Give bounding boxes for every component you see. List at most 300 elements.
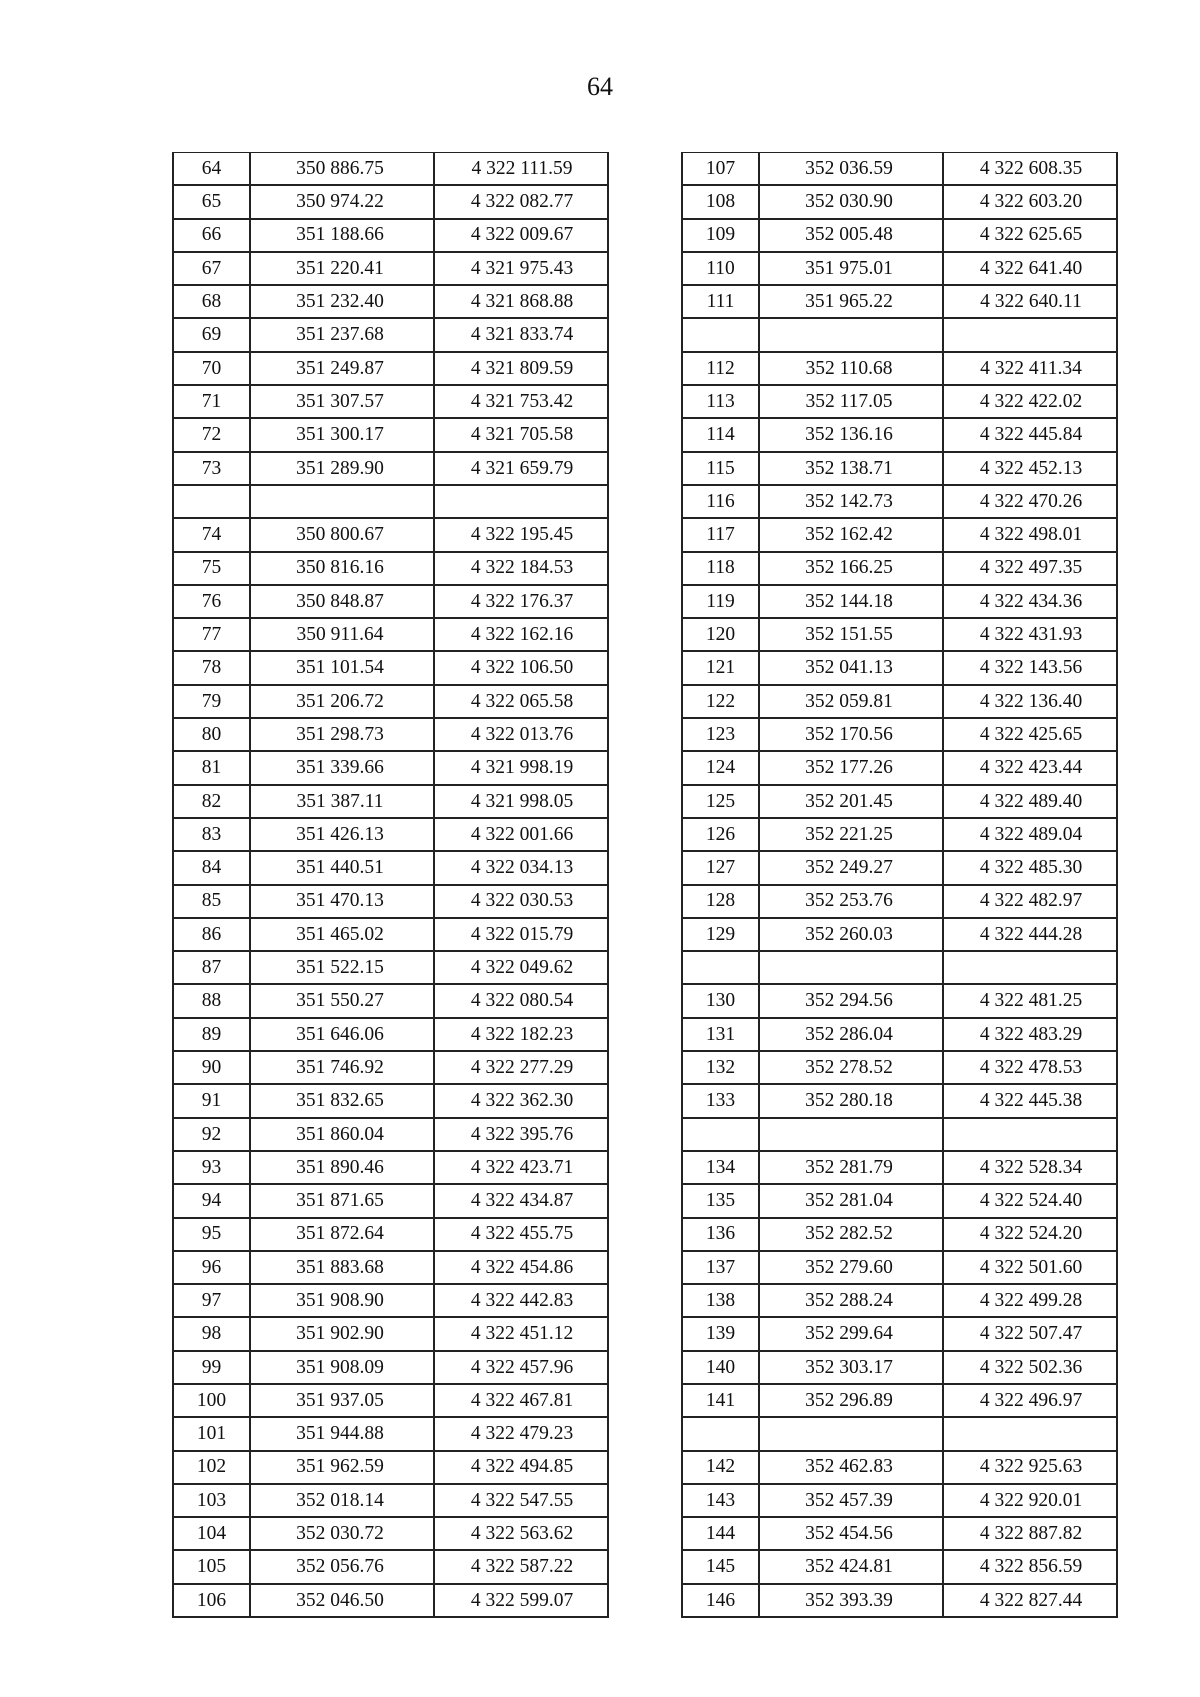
point-number-cell: 136 [682,1218,759,1251]
point-number-cell: 71 [173,385,250,418]
x-coordinate-cell: 351 426.13 [250,818,434,851]
x-coordinate-cell: 352 041.13 [759,651,943,684]
y-coordinate-cell: 4 322 434.36 [943,585,1117,618]
x-coordinate-cell: 350 800.67 [250,518,434,551]
y-coordinate-cell: 4 322 494.85 [434,1451,608,1484]
x-coordinate-cell: 351 646.06 [250,1018,434,1051]
table-row [173,418,608,451]
point-number-cell: 138 [682,1284,759,1317]
table-row [173,452,608,485]
x-coordinate-cell: 352 393.39 [759,1584,943,1617]
point-number-cell: 131 [682,1018,759,1051]
table-row [682,318,1117,351]
table-row [173,951,608,984]
table-row [682,1051,1117,1084]
x-coordinate-cell: 351 902.90 [250,1317,434,1350]
x-coordinate-cell: 350 911.64 [250,618,434,651]
y-coordinate-cell: 4 322 489.40 [943,785,1117,818]
point-number-cell [682,951,759,984]
point-number-cell: 118 [682,552,759,585]
point-number-cell: 109 [682,219,759,252]
y-coordinate-cell: 4 322 277.29 [434,1051,608,1084]
table-row [173,1251,608,1284]
x-coordinate-cell: 352 046.50 [250,1584,434,1617]
table-row [173,1484,608,1517]
x-coordinate-cell: 351 746.92 [250,1051,434,1084]
table-row [682,1417,1117,1450]
y-coordinate-cell: 4 322 454.86 [434,1251,608,1284]
y-coordinate-cell: 4 322 501.60 [943,1251,1117,1284]
point-number-cell: 143 [682,1484,759,1517]
table-row [682,1384,1117,1417]
point-number-cell: 104 [173,1517,250,1550]
y-coordinate-cell: 4 322 065.58 [434,685,608,718]
point-number-cell [682,1417,759,1450]
x-coordinate-cell: 352 117.05 [759,385,943,418]
table-row [173,1584,608,1617]
x-coordinate-cell: 352 294.56 [759,984,943,1017]
x-coordinate-cell: 351 188.66 [250,219,434,252]
y-coordinate-cell: 4 321 833.74 [434,318,608,351]
point-number-cell: 78 [173,651,250,684]
x-coordinate-cell: 351 339.66 [250,751,434,784]
point-number-cell: 124 [682,751,759,784]
x-coordinate-cell: 352 253.76 [759,885,943,918]
x-coordinate-cell: 351 860.04 [250,1118,434,1151]
point-number-cell: 105 [173,1550,250,1583]
table-row [682,818,1117,851]
table-row [682,1517,1117,1550]
point-number-cell: 69 [173,318,250,351]
y-coordinate-cell [943,951,1117,984]
x-coordinate-cell: 352 296.89 [759,1384,943,1417]
point-number-cell: 107 [682,153,759,186]
point-number-cell: 132 [682,1051,759,1084]
point-number-cell: 129 [682,918,759,951]
x-coordinate-cell: 351 962.59 [250,1451,434,1484]
table-row [173,1351,608,1384]
x-coordinate-cell: 352 177.26 [759,751,943,784]
point-number-cell: 120 [682,618,759,651]
y-coordinate-cell: 4 322 498.01 [943,518,1117,551]
table-row [682,153,1117,186]
point-number-cell: 108 [682,185,759,218]
table-row [682,885,1117,918]
point-number-cell: 81 [173,751,250,784]
y-coordinate-cell: 4 322 444.28 [943,918,1117,951]
point-number-cell: 112 [682,352,759,385]
y-coordinate-cell: 4 322 483.29 [943,1018,1117,1051]
x-coordinate-cell: 352 005.48 [759,219,943,252]
x-coordinate-cell: 352 142.73 [759,485,943,518]
y-coordinate-cell: 4 322 423.71 [434,1151,608,1184]
point-number-cell: 130 [682,984,759,1017]
x-coordinate-cell: 352 138.71 [759,452,943,485]
table-row [682,219,1117,252]
table-row [682,418,1117,451]
table-row [173,851,608,884]
x-coordinate-cell: 351 522.15 [250,951,434,984]
x-coordinate-cell: 352 286.04 [759,1018,943,1051]
x-coordinate-cell: 352 018.14 [250,1484,434,1517]
x-coordinate-cell [759,951,943,984]
point-number-cell: 99 [173,1351,250,1384]
y-coordinate-cell [434,485,608,518]
y-coordinate-cell: 4 322 528.34 [943,1151,1117,1184]
table-row [173,818,608,851]
point-number-cell: 90 [173,1051,250,1084]
table-row [173,385,608,418]
table-row [173,1184,608,1217]
x-coordinate-cell: 351 206.72 [250,685,434,718]
x-coordinate-cell: 352 036.59 [759,153,943,186]
y-coordinate-cell: 4 322 502.36 [943,1351,1117,1384]
table-row [173,1084,608,1117]
table-row [173,618,608,651]
x-coordinate-cell: 351 307.57 [250,385,434,418]
y-coordinate-cell: 4 321 868.88 [434,285,608,318]
y-coordinate-cell: 4 321 975.43 [434,252,608,285]
y-coordinate-cell: 4 322 049.62 [434,951,608,984]
point-number-cell: 98 [173,1317,250,1350]
page-number: 64 [587,72,613,101]
y-coordinate-cell: 4 322 013.76 [434,718,608,751]
y-coordinate-cell: 4 322 009.67 [434,219,608,252]
x-coordinate-cell: 351 937.05 [250,1384,434,1417]
y-coordinate-cell: 4 322 478.53 [943,1051,1117,1084]
y-coordinate-cell: 4 322 524.20 [943,1218,1117,1251]
table-row [173,1517,608,1550]
coordinates-table-right [681,152,1118,1618]
x-coordinate-cell: 351 832.65 [250,1084,434,1117]
table-row [173,1018,608,1051]
point-number-cell: 142 [682,1451,759,1484]
x-coordinate-cell [759,1118,943,1151]
y-coordinate-cell: 4 322 479.23 [434,1417,608,1450]
table-row [682,1284,1117,1317]
x-coordinate-cell: 352 151.55 [759,618,943,651]
table-row [173,518,608,551]
point-number-cell: 144 [682,1517,759,1550]
y-coordinate-cell: 4 322 034.13 [434,851,608,884]
x-coordinate-cell: 351 465.02 [250,918,434,951]
table-row [173,1451,608,1484]
point-number-cell: 76 [173,585,250,618]
x-coordinate-cell: 351 550.27 [250,984,434,1017]
y-coordinate-cell: 4 322 445.84 [943,418,1117,451]
y-coordinate-cell: 4 322 422.02 [943,385,1117,418]
y-coordinate-cell: 4 322 482.97 [943,885,1117,918]
table-row [682,585,1117,618]
table-row [173,153,608,186]
table-row [173,785,608,818]
y-coordinate-cell: 4 322 452.13 [943,452,1117,485]
table-row [173,1384,608,1417]
table-row [682,851,1117,884]
table-row [682,1351,1117,1384]
table-row [682,185,1117,218]
y-coordinate-cell: 4 322 362.30 [434,1084,608,1117]
x-coordinate-cell [250,485,434,518]
table-row [682,1084,1117,1117]
point-number-cell: 66 [173,219,250,252]
y-coordinate-cell: 4 322 640.11 [943,285,1117,318]
point-number-cell: 70 [173,352,250,385]
y-coordinate-cell: 4 322 001.66 [434,818,608,851]
point-number-cell: 64 [173,153,250,186]
y-coordinate-cell: 4 322 162.16 [434,618,608,651]
y-coordinate-cell: 4 322 625.65 [943,219,1117,252]
x-coordinate-cell: 352 144.18 [759,585,943,618]
y-coordinate-cell: 4 322 434.87 [434,1184,608,1217]
x-coordinate-cell: 351 440.51 [250,851,434,884]
point-number-cell: 137 [682,1251,759,1284]
x-coordinate-cell: 351 872.64 [250,1218,434,1251]
table-row [682,485,1117,518]
y-coordinate-cell: 4 322 608.35 [943,153,1117,186]
y-coordinate-cell: 4 322 920.01 [943,1484,1117,1517]
coordinates-table-left-body [173,153,608,1618]
point-number-cell [682,1118,759,1151]
point-number-cell: 126 [682,818,759,851]
y-coordinate-cell: 4 321 998.05 [434,785,608,818]
table-row [173,1051,608,1084]
point-number-cell: 123 [682,718,759,751]
point-number-cell: 122 [682,685,759,718]
point-number-cell: 84 [173,851,250,884]
x-coordinate-cell: 351 908.90 [250,1284,434,1317]
x-coordinate-cell: 351 965.22 [759,285,943,318]
x-coordinate-cell: 352 162.42 [759,518,943,551]
y-coordinate-cell: 4 322 485.30 [943,851,1117,884]
point-number-cell: 127 [682,851,759,884]
y-coordinate-cell: 4 322 442.83 [434,1284,608,1317]
y-coordinate-cell: 4 322 467.81 [434,1384,608,1417]
point-number-cell [173,485,250,518]
x-coordinate-cell: 351 298.73 [250,718,434,751]
x-coordinate-cell: 352 249.27 [759,851,943,884]
x-coordinate-cell: 352 136.16 [759,418,943,451]
point-number-cell: 73 [173,452,250,485]
table-row [173,885,608,918]
point-number-cell: 117 [682,518,759,551]
x-coordinate-cell: 351 220.41 [250,252,434,285]
point-number-cell: 101 [173,1417,250,1450]
y-coordinate-cell: 4 322 455.75 [434,1218,608,1251]
y-coordinate-cell: 4 322 182.23 [434,1018,608,1051]
table-row [173,1417,608,1450]
y-coordinate-cell: 4 322 641.40 [943,252,1117,285]
x-coordinate-cell: 350 886.75 [250,153,434,186]
table-row [173,918,608,951]
table-row [682,1151,1117,1184]
point-number-cell [682,318,759,351]
x-coordinate-cell: 352 278.52 [759,1051,943,1084]
y-coordinate-cell: 4 322 457.96 [434,1351,608,1384]
point-number-cell: 85 [173,885,250,918]
y-coordinate-cell: 4 322 887.82 [943,1517,1117,1550]
table-row [173,219,608,252]
point-number-cell: 91 [173,1084,250,1117]
y-coordinate-cell: 4 322 451.12 [434,1317,608,1350]
x-coordinate-cell: 352 260.03 [759,918,943,951]
table-row [173,585,608,618]
point-number-cell: 97 [173,1284,250,1317]
x-coordinate-cell: 351 237.68 [250,318,434,351]
y-coordinate-cell: 4 321 998.19 [434,751,608,784]
y-coordinate-cell: 4 322 587.22 [434,1550,608,1583]
point-number-cell: 125 [682,785,759,818]
table-row [682,518,1117,551]
point-number-cell: 116 [682,485,759,518]
point-number-cell: 113 [682,385,759,418]
y-coordinate-cell: 4 322 827.44 [943,1584,1117,1617]
x-coordinate-cell [759,1417,943,1450]
y-coordinate-cell [943,1118,1117,1151]
table-row [173,1550,608,1583]
point-number-cell: 87 [173,951,250,984]
x-coordinate-cell: 352 279.60 [759,1251,943,1284]
x-coordinate-cell: 352 282.52 [759,1218,943,1251]
point-number-cell: 95 [173,1218,250,1251]
point-number-cell: 100 [173,1384,250,1417]
point-number-cell: 135 [682,1184,759,1217]
point-number-cell: 106 [173,1584,250,1617]
table-row [682,1550,1117,1583]
y-coordinate-cell: 4 322 015.79 [434,918,608,951]
table-row [173,485,608,518]
y-coordinate-cell: 4 322 856.59 [943,1550,1117,1583]
point-number-cell: 146 [682,1584,759,1617]
point-number-cell: 94 [173,1184,250,1217]
x-coordinate-cell: 350 848.87 [250,585,434,618]
table-row [682,452,1117,485]
x-coordinate-cell: 351 975.01 [759,252,943,285]
table-row [682,1451,1117,1484]
table-row [173,1317,608,1350]
y-coordinate-cell: 4 322 395.76 [434,1118,608,1151]
x-coordinate-cell: 351 890.46 [250,1151,434,1184]
table-row [682,618,1117,651]
table-row [173,1118,608,1151]
x-coordinate-cell: 352 030.90 [759,185,943,218]
point-number-cell: 74 [173,518,250,551]
x-coordinate-cell: 352 424.81 [759,1550,943,1583]
y-coordinate-cell: 4 321 659.79 [434,452,608,485]
point-number-cell: 140 [682,1351,759,1384]
table-row [682,785,1117,818]
x-coordinate-cell: 352 280.18 [759,1084,943,1117]
coordinates-table-right-body [682,153,1117,1618]
table-row [173,352,608,385]
y-coordinate-cell: 4 321 705.58 [434,418,608,451]
y-coordinate-cell: 4 322 176.37 [434,585,608,618]
table-row [682,718,1117,751]
table-row [173,252,608,285]
table-row [173,285,608,318]
y-coordinate-cell: 4 322 496.97 [943,1384,1117,1417]
point-number-cell: 86 [173,918,250,951]
x-coordinate-cell [759,318,943,351]
y-coordinate-cell: 4 322 082.77 [434,185,608,218]
x-coordinate-cell: 351 249.87 [250,352,434,385]
y-coordinate-cell: 4 322 470.26 [943,485,1117,518]
y-coordinate-cell: 4 322 524.40 [943,1184,1117,1217]
table-row [682,285,1117,318]
point-number-cell: 82 [173,785,250,818]
x-coordinate-cell: 352 201.45 [759,785,943,818]
y-coordinate-cell: 4 322 423.44 [943,751,1117,784]
point-number-cell: 72 [173,418,250,451]
y-coordinate-cell: 4 322 111.59 [434,153,608,186]
point-number-cell: 88 [173,984,250,1017]
point-number-cell: 65 [173,185,250,218]
y-coordinate-cell [943,318,1117,351]
y-coordinate-cell: 4 322 499.28 [943,1284,1117,1317]
x-coordinate-cell: 350 816.16 [250,552,434,585]
point-number-cell: 110 [682,252,759,285]
point-number-cell: 102 [173,1451,250,1484]
table-row [682,685,1117,718]
x-coordinate-cell: 350 974.22 [250,185,434,218]
x-coordinate-cell: 352 299.64 [759,1317,943,1350]
x-coordinate-cell: 352 166.25 [759,552,943,585]
x-coordinate-cell: 352 056.76 [250,1550,434,1583]
point-number-cell: 111 [682,285,759,318]
y-coordinate-cell: 4 322 425.65 [943,718,1117,751]
point-number-cell: 114 [682,418,759,451]
point-number-cell: 103 [173,1484,250,1517]
x-coordinate-cell: 352 462.83 [759,1451,943,1484]
table-row [682,552,1117,585]
x-coordinate-cell: 352 170.56 [759,718,943,751]
table-row [682,1018,1117,1051]
point-number-cell: 89 [173,1018,250,1051]
y-coordinate-cell: 4 322 599.07 [434,1584,608,1617]
x-coordinate-cell: 352 281.79 [759,1151,943,1184]
point-number-cell: 80 [173,718,250,751]
x-coordinate-cell: 351 232.40 [250,285,434,318]
y-coordinate-cell: 4 322 030.53 [434,885,608,918]
point-number-cell: 92 [173,1118,250,1151]
table-row [682,385,1117,418]
table-row [173,318,608,351]
y-coordinate-cell: 4 322 925.63 [943,1451,1117,1484]
x-coordinate-cell: 351 387.11 [250,785,434,818]
table-row [173,651,608,684]
x-coordinate-cell: 352 030.72 [250,1517,434,1550]
coordinates-table-left [172,152,609,1618]
x-coordinate-cell: 352 454.56 [759,1517,943,1550]
y-coordinate-cell: 4 322 563.62 [434,1517,608,1550]
y-coordinate-cell: 4 322 481.25 [943,984,1117,1017]
point-number-cell: 77 [173,618,250,651]
y-coordinate-cell: 4 322 445.38 [943,1084,1117,1117]
table-row [173,751,608,784]
y-coordinate-cell: 4 322 497.35 [943,552,1117,585]
y-coordinate-cell: 4 322 603.20 [943,185,1117,218]
x-coordinate-cell: 352 110.68 [759,352,943,385]
point-number-cell: 83 [173,818,250,851]
table-row [682,1184,1117,1217]
table-row [173,185,608,218]
table-row [682,1317,1117,1350]
x-coordinate-cell: 352 303.17 [759,1351,943,1384]
table-row [173,1284,608,1317]
y-coordinate-cell: 4 322 080.54 [434,984,608,1017]
table-row [682,1584,1117,1617]
x-coordinate-cell: 351 944.88 [250,1417,434,1450]
